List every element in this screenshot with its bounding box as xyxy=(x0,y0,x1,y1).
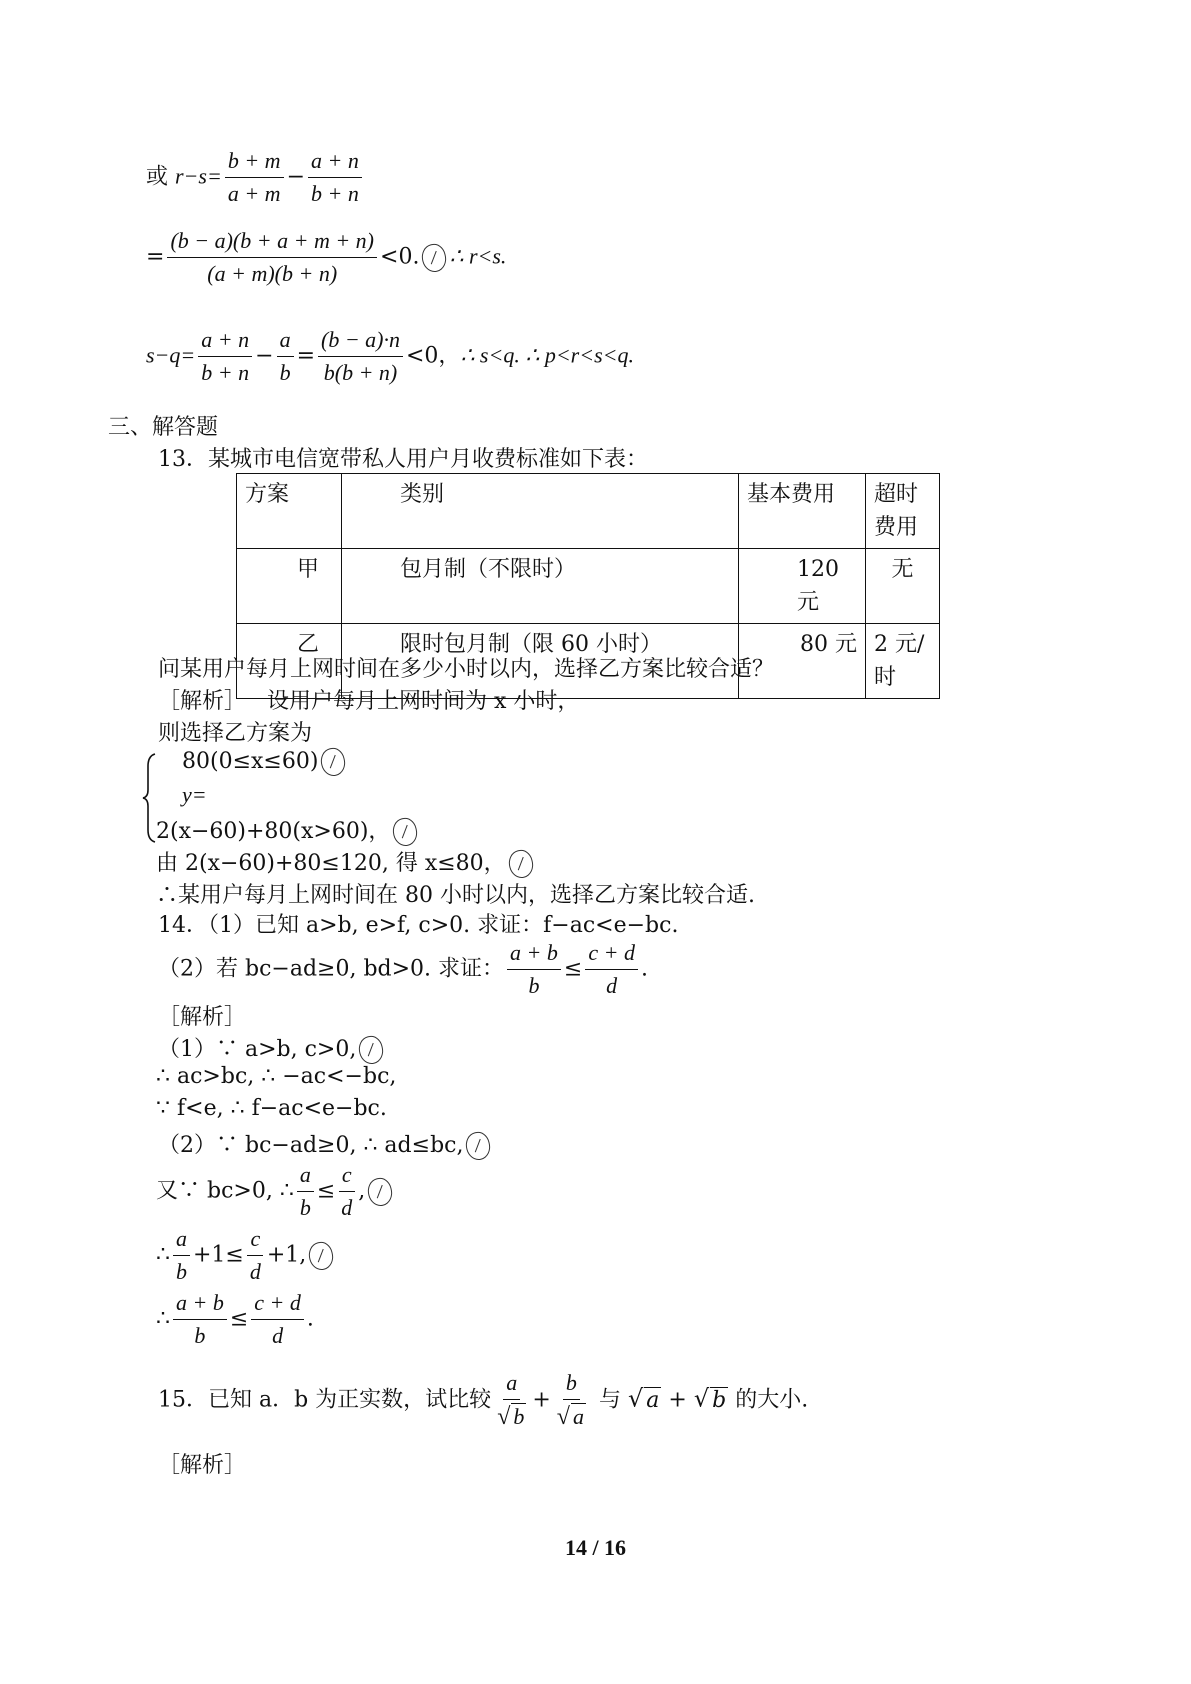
q13-question: 问某用户每月上网时间在多少小时以内，选择乙方案比较合适？ xyxy=(158,657,775,682)
checkmark-circle-icon xyxy=(306,1239,336,1272)
q14-step-7: ∴ $\frac{a + b}{b}$ ≤ $\frac{c + d}{d}$ . xyxy=(156,1290,314,1348)
table-cell: 80 元 xyxy=(739,624,866,699)
checkmark-circle-icon xyxy=(365,1175,395,1208)
q14-step-5: 又∵ bc>0, ∴ $\frac{a}{b}$ ≤ $\frac{c}{d}$ , xyxy=(156,1162,395,1221)
q13-line2: 则选择乙方案为 xyxy=(158,721,313,746)
fraction: $\frac{b + m}{a + m}$ xyxy=(225,148,284,207)
table-header-row xyxy=(237,474,940,549)
page-number: 14 / 16 xyxy=(564,1535,627,1560)
q14-part1: 14．（1）已知 a>b, e>f, c>0. 求证：f−ac<e−bc. xyxy=(158,913,679,938)
checkmark-circle-icon xyxy=(506,848,536,881)
q14-step-1: （1）∵ a>b, c>0, xyxy=(158,1032,386,1064)
analysis-label: ［解析］ xyxy=(158,689,247,714)
table-row xyxy=(237,549,940,624)
q13-stem: 13．某城市电信宽带私人用户月收费标准如下表： xyxy=(158,447,648,472)
fraction: $\frac{(b - a)(b + a + m + n)}{(a + m)(b + n)}$ xyxy=(167,228,377,287)
fraction: $\frac{a + b}{b}$ xyxy=(507,940,561,999)
q14-step-4: （2）∵ bc−ad≥0, ∴ ad≤bc, xyxy=(158,1128,493,1160)
q14-step-2: ∴ ac>bc, ∴ −ac<−bc, xyxy=(156,1064,397,1089)
fraction: $\frac{c}{d}$ xyxy=(247,1226,264,1285)
table-cell: 2 元/时 xyxy=(866,624,940,699)
fraction: $\frac{a}{b}$ xyxy=(277,327,294,386)
r-minus-s-line: 或 r−s= $\frac{b + m}{a + m}$ − $\frac{a + n}{b + n}$ xyxy=(146,148,365,207)
sqrt-sign: √ xyxy=(627,1384,644,1413)
fraction: $\frac{c + d}{d}$ xyxy=(251,1290,304,1349)
table-cell: 乙 xyxy=(237,624,342,699)
table-cell: 甲 xyxy=(237,549,342,624)
fraction: $\frac{a}{b}$ xyxy=(173,1226,190,1285)
q14-part2: （2）若 bc−ad≥0, bd>0. 求证： $\frac{a + b}{b}$ ≤ $\frac{c + d}{d}$ . xyxy=(158,940,648,998)
table-cell: 120元 xyxy=(739,549,866,624)
fraction: $\frac{a + n}{b + n}$ xyxy=(308,148,362,207)
header-cell: 类别 xyxy=(342,474,739,549)
fraction: $\frac{(b - a)\cdot n}{b(b + n)}$ xyxy=(318,327,403,386)
fraction: $\frac{a}{√ b}$ xyxy=(497,1370,525,1430)
q13-analysis: ［解析］ 设用户每月上网时间为 x 小时， xyxy=(158,689,580,714)
fraction: $\frac{a + n}{b + n}$ xyxy=(198,327,252,386)
checkmark-circle-icon xyxy=(419,241,449,274)
sqrt-sign: √ xyxy=(497,1404,511,1430)
analysis-label: ［解析］ xyxy=(158,1453,247,1478)
table-cell: 无 xyxy=(866,549,940,624)
q13-conclusion: ∴某用户每月上网时间在 80 小时以内，选择乙方案比较合适. xyxy=(156,883,755,908)
lhs: r−s= xyxy=(175,163,222,189)
header-cell: 超时费用 xyxy=(866,474,940,549)
q13-solve: 由 2(x−60)+80≤120, 得 x≤80， xyxy=(156,846,536,878)
fraction: $\frac{b}{√ a}$ xyxy=(556,1370,584,1430)
s-minus-q-line: s−q= $\frac{a + n}{b + n}$ − $\frac{a}{b}$ = $\frac{(b - a)\cdot n}{b(b + n)}$ <0，∴ s<q. ∴ p<r<s<q. xyxy=(146,327,634,385)
checkmark-circle-icon xyxy=(390,816,420,849)
sqrt-sign: √ xyxy=(556,1404,570,1430)
fraction: $\frac{c + d}{d}$ xyxy=(585,940,638,999)
analysis-label: ［解析］ xyxy=(158,1005,247,1030)
fraction: $\frac{c}{d}$ xyxy=(338,1162,355,1221)
section-title: 三、解答题 xyxy=(108,415,219,440)
q14-step-6: ∴ $\frac{a}{b}$ +1≤ $\frac{c}{d}$ +1, xyxy=(156,1226,336,1285)
q15-stem: 15．已知 a．b 为正实数，试比较 $\frac{a}{√ b}$ + $\frac{b}{√ a}$ 与 √ a + √ b 的大小. xyxy=(158,1370,809,1430)
fraction: $\frac{a + b}{b}$ xyxy=(173,1290,227,1349)
sqrt-sign: √ xyxy=(693,1384,710,1413)
fraction: $\frac{a}{b}$ xyxy=(297,1162,314,1221)
or-text: 或 xyxy=(146,164,175,190)
table-cell: 包月制（不限时） xyxy=(342,549,739,624)
q14-step-3: ∵ f<e, ∴ f−ac<e−bc. xyxy=(156,1096,387,1121)
piecewise-case-1: 80(0≤x≤60) xyxy=(182,748,348,776)
r-minus-s-result-line: = $\frac{(b - a)(b + a + m + n)}{(a + m)(b + n)}$ <0. ∴ r<s. xyxy=(146,228,507,286)
checkmark-circle-icon xyxy=(318,746,348,779)
checkmark-circle-icon xyxy=(463,1130,493,1163)
table-cell: 限时包月制（限 60 小时） xyxy=(342,624,739,699)
piecewise-y: y= xyxy=(182,782,207,807)
header-cell: 方案 xyxy=(237,474,342,549)
piecewise-case-2: 2(x−60)+80(x>60)， xyxy=(156,814,420,846)
header-cell: 基本费用 xyxy=(739,474,866,549)
left-brace-icon xyxy=(142,752,156,844)
checkmark-circle-icon xyxy=(356,1034,386,1067)
